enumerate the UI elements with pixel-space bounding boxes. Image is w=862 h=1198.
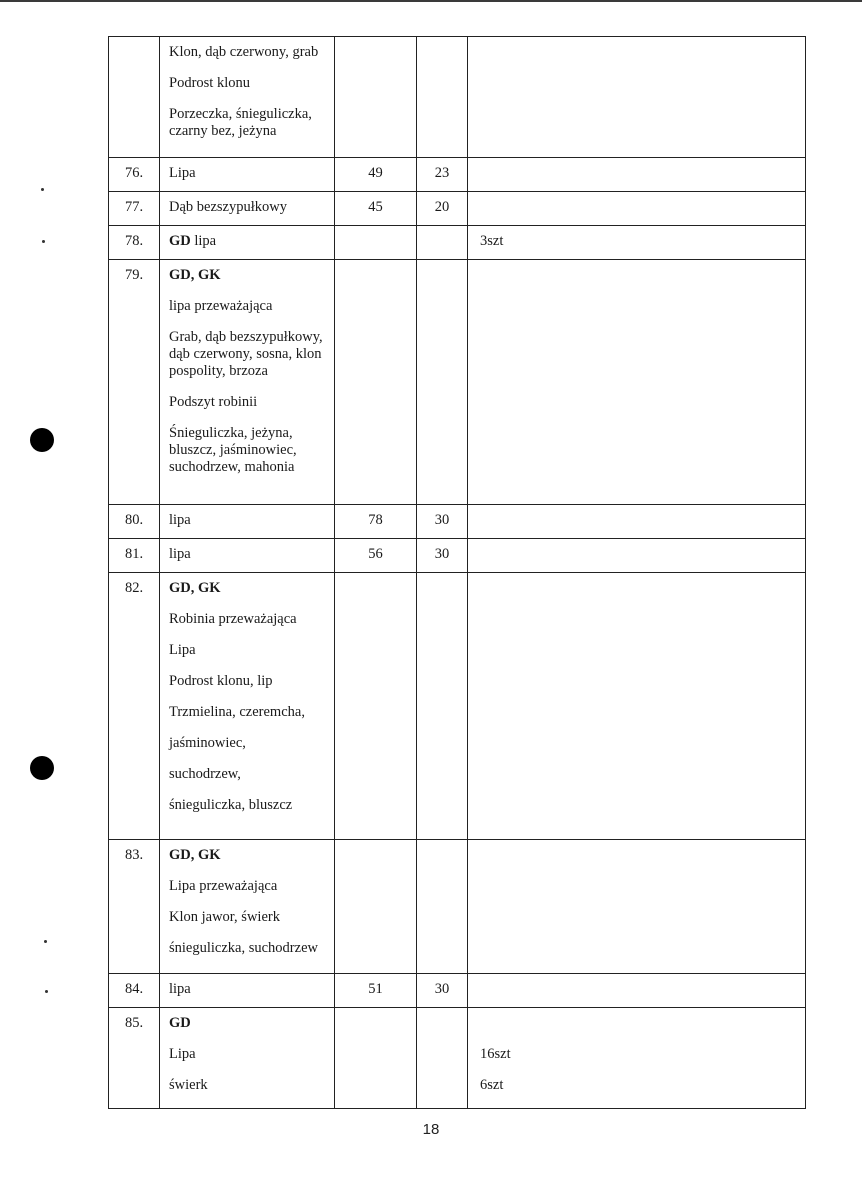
species-title <box>169 260 328 291</box>
species-name: lipa <box>169 546 191 562</box>
species-line: Śnieguliczka, jeżyna, bluszcz, jaśminowiec, suchodrzew, mahonia <box>169 425 297 475</box>
punch-hole <box>30 428 54 452</box>
species-name: lipa <box>190 233 217 249</box>
table-row <box>109 539 806 573</box>
species-line: Trzmielina, czeremcha, <box>169 704 305 720</box>
notes-cell <box>468 260 806 505</box>
species-title <box>169 1008 328 1039</box>
value-col-2 <box>417 1008 468 1109</box>
species-cell <box>160 260 335 505</box>
notes-cell <box>468 1008 806 1109</box>
species-line: Podrost klonu, lip <box>169 673 273 689</box>
group-code: GD <box>169 233 191 249</box>
notes-cell <box>468 505 806 539</box>
value-col-1: 49 <box>335 158 417 192</box>
species-name: Dąb bezszypułkowy <box>169 199 287 215</box>
row-number: 84. <box>109 974 160 1008</box>
table-row <box>109 840 806 974</box>
value-col-2 <box>417 260 468 505</box>
table-row <box>109 505 806 539</box>
species-line: Porzeczka, śnieguliczka, czarny bez, jeżyna <box>169 106 312 139</box>
group-code: GD, GK <box>169 580 221 596</box>
row-number <box>109 37 160 158</box>
value-col-1 <box>335 573 417 840</box>
value-col-1 <box>335 1008 417 1109</box>
row-number: 76. <box>109 158 160 192</box>
species-title <box>169 840 328 871</box>
species-title <box>169 192 328 223</box>
species-cell <box>160 226 335 260</box>
row-number: 85. <box>109 1008 160 1109</box>
value-col-2 <box>417 573 468 840</box>
page-top-edge <box>0 0 862 2</box>
species-cell <box>160 539 335 573</box>
species-cell <box>160 1008 335 1109</box>
species-line: świerk <box>169 1077 208 1093</box>
species-line: suchodrzew, <box>169 766 241 782</box>
value-col-1 <box>335 37 417 158</box>
value-col-1: 45 <box>335 192 417 226</box>
note-line: 16szt <box>480 1046 511 1062</box>
species-cell <box>160 158 335 192</box>
value-col-2 <box>417 840 468 974</box>
table-row <box>109 573 806 840</box>
species-line: lipa przeważająca <box>169 298 273 314</box>
table-row <box>109 260 806 505</box>
notes-cell <box>468 840 806 974</box>
value-col-1 <box>335 226 417 260</box>
notes-cell <box>468 539 806 573</box>
species-cell <box>160 37 335 158</box>
species-line: jaśminowiec, <box>169 735 246 751</box>
value-col-2: 30 <box>417 505 468 539</box>
species-line: Lipa <box>169 1046 196 1062</box>
table-row <box>109 1008 806 1109</box>
species-title <box>169 974 328 1005</box>
species-line: Lipa przeważająca <box>169 878 278 894</box>
value-col-1 <box>335 260 417 505</box>
inventory-table-body <box>109 37 806 1109</box>
inventory-table <box>108 36 806 1109</box>
value-col-1: 51 <box>335 974 417 1008</box>
species-line: Podszyt robinii <box>169 394 258 410</box>
notes-cell <box>468 192 806 226</box>
species-line: Lipa <box>169 642 196 658</box>
row-number: 80. <box>109 505 160 539</box>
group-code: GD, GK <box>169 847 221 863</box>
species-cell <box>160 840 335 974</box>
species-name: lipa <box>169 981 191 997</box>
row-number: 78. <box>109 226 160 260</box>
notes-cell <box>468 37 806 158</box>
value-col-2: 23 <box>417 158 468 192</box>
species-title <box>169 505 328 536</box>
value-col-2: 20 <box>417 192 468 226</box>
row-number: 81. <box>109 539 160 573</box>
scan-speck <box>45 990 48 993</box>
species-title <box>169 573 328 604</box>
punch-hole <box>30 756 54 780</box>
species-line: Podrost klonu <box>169 75 250 91</box>
value-col-1 <box>335 840 417 974</box>
note-line: 6szt <box>480 1077 504 1093</box>
species-title <box>169 158 328 189</box>
group-code: GD, GK <box>169 267 221 283</box>
value-col-2: 30 <box>417 974 468 1008</box>
species-name: lipa <box>169 512 191 528</box>
scan-speck <box>44 940 47 943</box>
species-name: Lipa <box>169 165 196 181</box>
note-line <box>480 1008 797 1039</box>
species-line: Klon, dąb czerwony, grab <box>169 44 319 60</box>
value-col-1: 56 <box>335 539 417 573</box>
species-line: śnieguliczka, suchodrzew <box>169 940 318 956</box>
notes-cell <box>468 158 806 192</box>
species-title <box>169 226 328 257</box>
value-col-2 <box>417 37 468 158</box>
species-line: Grab, dąb bezszypułkowy, dąb czerwony, sosna, klon pospolity, brzoza <box>169 329 323 379</box>
row-number: 79. <box>109 260 160 505</box>
row-number: 83. <box>109 840 160 974</box>
species-title <box>169 539 328 570</box>
scan-speck <box>42 240 45 243</box>
species-cell <box>160 974 335 1008</box>
notes-cell <box>468 974 806 1008</box>
species-line: Klon jawor, świerk <box>169 909 280 925</box>
table-row <box>109 37 806 158</box>
species-line: śnieguliczka, bluszcz <box>169 797 293 813</box>
notes-cell <box>468 573 806 840</box>
notes-cell <box>468 226 806 260</box>
page-number: 18 <box>422 1121 440 1138</box>
value-col-2 <box>417 226 468 260</box>
group-code: GD <box>169 1015 191 1031</box>
row-number: 77. <box>109 192 160 226</box>
note-line: 3szt <box>480 233 504 249</box>
value-col-2: 30 <box>417 539 468 573</box>
value-col-1: 78 <box>335 505 417 539</box>
species-cell <box>160 192 335 226</box>
species-cell <box>160 573 335 840</box>
species-cell <box>160 505 335 539</box>
table-row <box>109 158 806 192</box>
row-number: 82. <box>109 573 160 840</box>
scan-speck <box>41 188 44 191</box>
table-row <box>109 192 806 226</box>
table-row <box>109 226 806 260</box>
species-line: Robinia przeważająca <box>169 611 297 627</box>
table-row <box>109 974 806 1008</box>
